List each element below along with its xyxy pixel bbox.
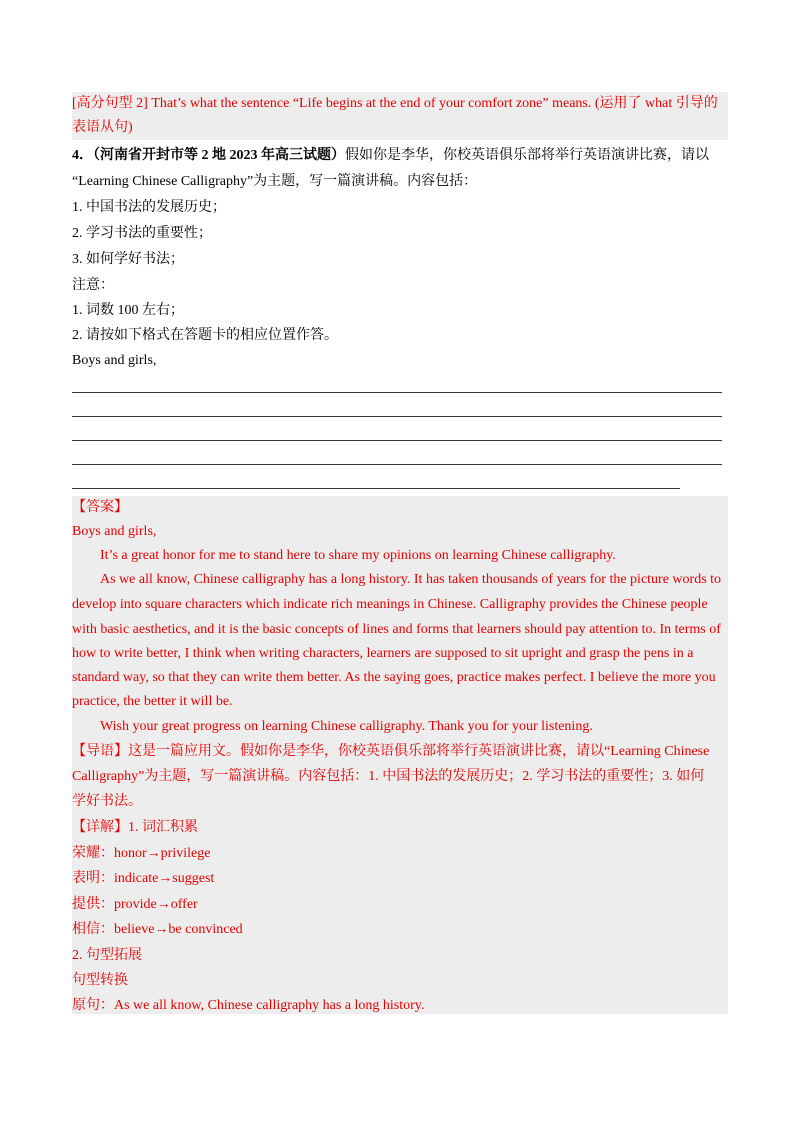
answer-salutation: Boys and girls, [72, 524, 157, 539]
writing-line[interactable] [72, 488, 680, 489]
answer-line: develop into square characters which indicate rich meanings in Chinese. Calligraphy provides the Chinese people [72, 597, 708, 612]
detail-title: 【详解】1. 词汇积累 [72, 820, 198, 835]
answer-line: practice, the better it will be. [72, 694, 233, 709]
question-block [72, 144, 728, 374]
note-item: 1. 词数 100 左右； [72, 303, 184, 318]
answer-line: how to write better, I think when writing characters, learners are supposed to sit upright and grasp the pens in a [72, 646, 694, 661]
tip-block [72, 92, 728, 140]
question-item: 3. 如何学好书法； [72, 252, 184, 267]
answer-line: standard way, so that they can write them better. As the saying goes, practice makes perfect. I believe the more you [72, 670, 716, 685]
answer-line: Wish your great progress on learning Chinese calligraphy. Thank you for your listening. [100, 719, 593, 734]
subsection-title: 句型转换 [72, 973, 128, 988]
writing-line[interactable] [72, 440, 722, 441]
tip-line-2: 表语从句) [72, 120, 133, 135]
answer-line: As we all know, Chinese calligraphy has a long history. It has taken thousands of years for the picture words to [100, 572, 722, 587]
question-item: 2. 学习书法的重要性； [72, 226, 212, 241]
writing-line[interactable] [72, 416, 722, 417]
writing-line[interactable] [72, 392, 722, 393]
tip-line-1: [高分句型 2] That’s what the sentence “Life begins at the end of your comfort zone” means. (运用了 what 引导的 [72, 96, 718, 111]
notes-title: 注意： [72, 278, 114, 293]
question-item: 1. 中国书法的发展历史； [72, 200, 226, 215]
guide-line-1: 【导语】这是一篇应用文。假如你是李华，你校英语俱乐部将举行英语演讲比赛，请以“Learning Chinese [72, 744, 710, 759]
guide-line-2: Calligraphy”为主题，写一篇演讲稿。内容包括：1. 中国书法的发展历史；2. 学习书法的重要性；3. 如何 [72, 769, 705, 784]
question-prompt-2: “Learning Chinese Calligraphy”为主题，写一篇演讲稿。内容包括： [72, 174, 478, 189]
answer-line: It’s a great honor for me to stand here to share my opinions on learning Chinese calligraphy. [100, 548, 616, 563]
vocab-item: 相信：believe→be convinced [72, 922, 243, 937]
question-header [72, 144, 709, 168]
vocab-item: 表明：indicate→suggest [72, 871, 215, 886]
vocab-item: 提供：provide→offer [72, 897, 198, 912]
original-sentence: 原句：As we all know, Chinese calligraphy has a long history. [72, 998, 425, 1013]
answer-tag: 【答案】 [72, 500, 128, 515]
answer-line: with basic aesthetics, and it is the basic concepts of lines and forms that learners should pay attention to. In terms of [72, 622, 721, 637]
vocab-item: 荣耀：honor→privilege [72, 846, 211, 861]
section-2-title: 2. 句型拓展 [72, 948, 142, 963]
answer-block [72, 496, 728, 1014]
question-prompt-1: 假如你是李华，你校英语俱乐部将举行英语演讲比赛，请以 [345, 148, 709, 163]
question-source: （河南省开封市等 2 地 2023 年高三试题） [93, 148, 345, 163]
guide-line-3: 学好书法。 [72, 794, 142, 809]
question-number: 4． [72, 148, 93, 163]
question-salutation: Boys and girls, [72, 353, 157, 368]
note-item: 2. 请按如下格式在答题卡的相应位置作答。 [72, 328, 338, 343]
writing-line[interactable] [72, 464, 722, 465]
